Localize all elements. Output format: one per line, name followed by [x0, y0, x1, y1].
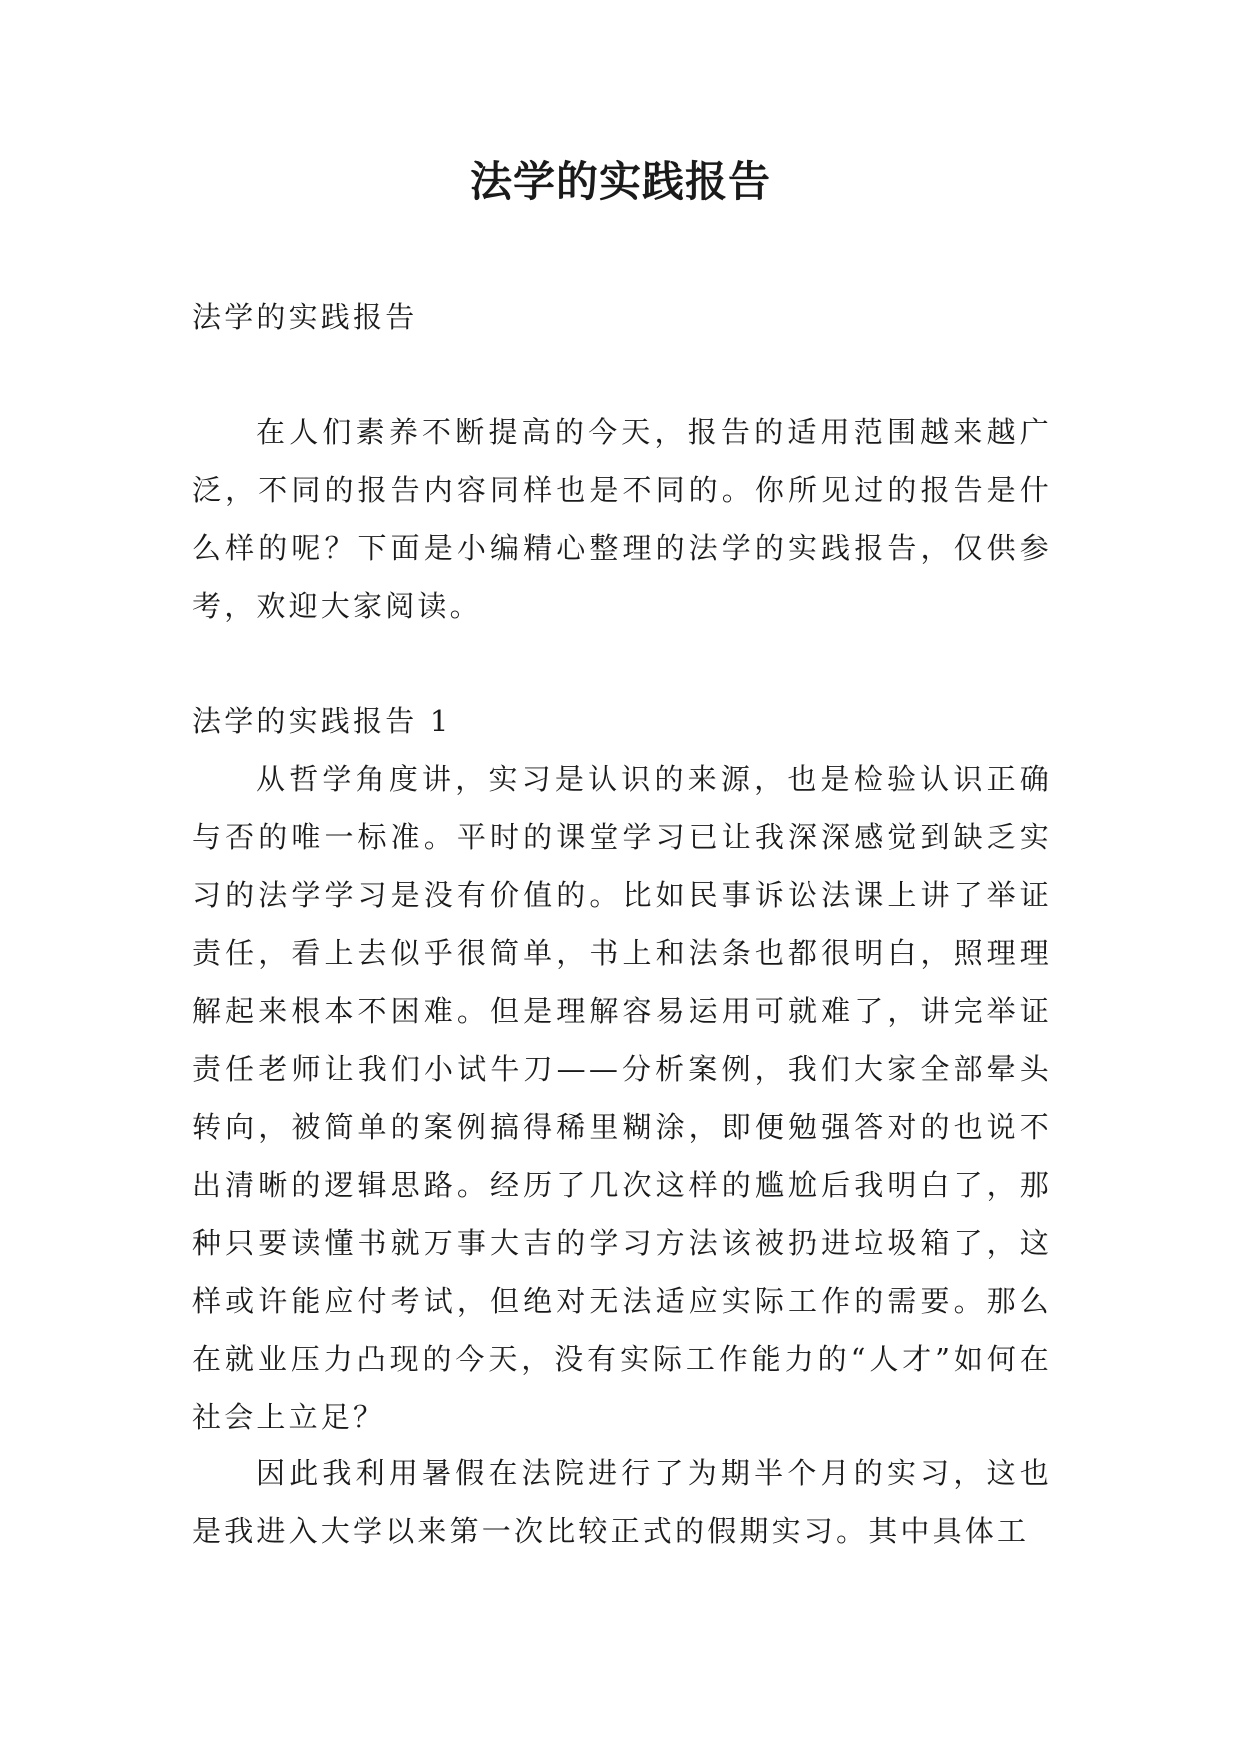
document-title: 法学的实践报告 — [469, 157, 771, 206]
section-paragraph: 因此我利用暑假在法院进行了为期半个月的实习，这也是我进入大学以来第一次比较正式的假期实习。其中具体工 — [192, 1456, 1052, 1548]
document-subtitle: 法学的实践报告 — [192, 300, 418, 334]
section-heading: 法学的实践报告 1 — [192, 704, 452, 738]
intro-paragraph: 在人们素养不断提高的今天，报告的适用范围越来越广泛，不同的报告内容同样也是不同的。你所见过的报告是什么样的呢？下面是小编精心整理的法学的实践报告，仅供参考，欢迎大家阅读。 — [192, 415, 1052, 623]
section-paragraph: 从哲学角度讲，实习是认识的来源，也是检验认识正确与否的唯一标准。平时的课堂学习已让我深深感觉到缺乏实习的法学学习是没有价值的。比如民事诉讼法课上讲了举证责任，看上去似乎很简单，书上和法条也都很明白，照理理解起来根本不困难。但是理解容易运用可就难了，讲完举证责任老师让我们小试牛刀——分析案例，我们大家全部晕头转向，被简单的案例搞得稀里糊涂，即便勉强答对的也说不出清晰的逻辑思路。经历了几次这样的尴尬后我明白了，那种只要读懂书就万事大吉的学习方法该被扔进垃圾箱了，这样或许能应付考试，但绝对无法适应实际工作的需要。那么在就业压力凸现的今天，没有实际工作能力的“人才”如何在社会上立足？ — [192, 762, 1052, 1434]
